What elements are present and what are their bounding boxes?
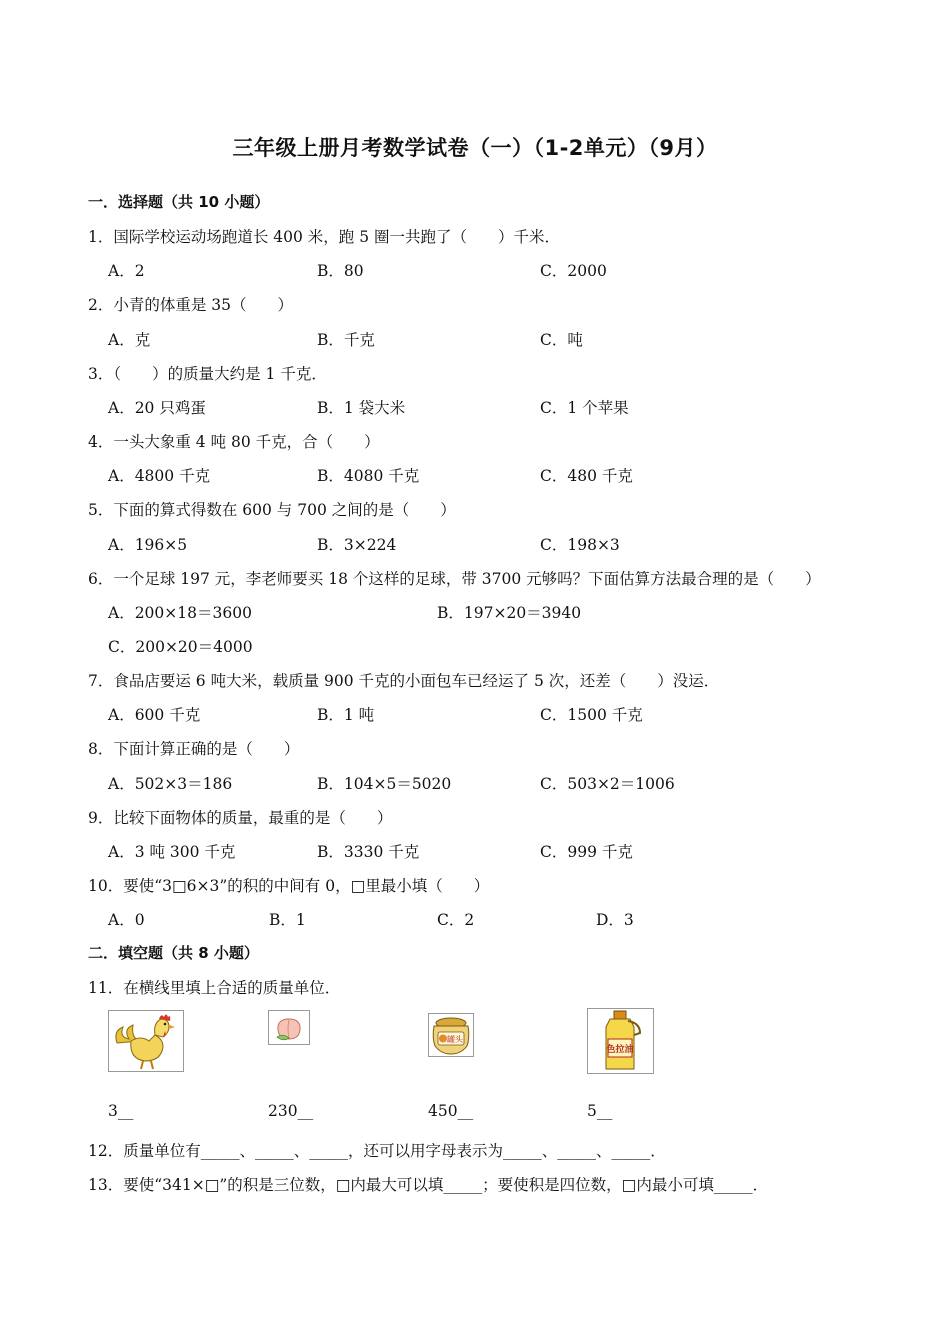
q8-option-b: B．104×5＝5020 [317, 775, 452, 793]
section-heading-fill: 二．填空题（共 8 小题） [88, 944, 259, 962]
q4-option-a: A．4800 千克 [108, 467, 211, 485]
question-11: 11．在横线里填上合适的质量单位． [88, 979, 341, 997]
q5-option-a: A．196×5 [108, 536, 188, 554]
question-13: 13．要使“341×□”的积是三位数，□内最大可以填_____；要使积是四位数，□内最小可填_____． [88, 1176, 769, 1194]
q3-option-c: C．1 个苹果 [540, 399, 629, 417]
q10-option-a: A．0 [108, 911, 145, 929]
question-7: 7．食品店要运 6 吨大米，载质量 900 千克的小面包车已经运了 5 次，还差（ ）没运． [88, 672, 720, 690]
page-title: 三年级上册月考数学试卷（一）（1-2单元）（9月） [232, 136, 718, 160]
q11-blank-jar: 450__ [428, 1102, 474, 1120]
q3-option-b: B．1 袋大米 [317, 399, 406, 417]
q3-option-a: A．20 只鸡蛋 [108, 399, 206, 417]
oil-bottle-picture [587, 1008, 654, 1074]
q10-option-c: C．2 [437, 911, 475, 929]
q2-option-b: B．千克 [317, 331, 375, 349]
q6-option-a: A．200×18＝3600 [108, 604, 252, 622]
question-8: 8．下面计算正确的是（ ） [88, 740, 300, 758]
q4-option-c: C．480 千克 [540, 467, 633, 485]
q10-option-d: D．3 [596, 911, 634, 929]
oil-bottle-label: 色拉油 [606, 1045, 634, 1055]
question-9: 9．比较下面物体的质量，最重的是（ ） [88, 809, 393, 827]
q1-option-a: A．2 [108, 262, 145, 280]
q10-option-b: B．1 [269, 911, 306, 929]
q8-option-a: A．502×3＝186 [108, 775, 233, 793]
section-heading-choice: 一．选择题（共 10 小题） [88, 193, 270, 211]
q7-option-a: A．600 千克 [108, 706, 201, 724]
q7-option-c: C．1500 千克 [540, 706, 643, 724]
q5-option-b: B．3×224 [317, 536, 397, 554]
q6-option-b: B．197×20＝3940 [437, 604, 582, 622]
q11-blank-peach: 230__ [268, 1102, 314, 1120]
question-6: 6．一个足球 197 元，李老师要买 18 个这样的足球，带 3700 元够吗？下面估算方法最合理的是（ ） [88, 570, 821, 588]
q2-option-a: A．克 [108, 331, 151, 349]
q7-option-b: B．1 吨 [317, 706, 375, 724]
peach-picture [268, 1010, 310, 1045]
q6-option-c: C．200×20＝4000 [108, 638, 253, 656]
q1-option-c: C．2000 [540, 262, 607, 280]
q8-option-c: C．503×2＝1006 [540, 775, 675, 793]
q9-option-a: A．3 吨 300 千克 [108, 843, 236, 861]
rooster-picture [108, 1010, 184, 1072]
q9-option-c: C．999 千克 [540, 843, 633, 861]
q4-option-b: B．4080 千克 [317, 467, 420, 485]
question-5: 5．下面的算式得数在 600 与 700 之间的是（ ） [88, 501, 456, 519]
q9-option-b: B．3330 千克 [317, 843, 420, 861]
question-2: 2．小青的体重是 35（ ） [88, 296, 294, 314]
question-10: 10．要使“3□6×3”的积的中间有 0，□里最小填（ ） [88, 877, 490, 895]
q2-option-c: C．吨 [540, 331, 583, 349]
question-4: 4．一头大象重 4 吨 80 千克，合（ ） [88, 433, 380, 451]
jar-label: 罐头 [447, 1035, 463, 1044]
q11-blank-rooster: 3__ [108, 1102, 134, 1120]
q11-blank-oil: 5__ [587, 1102, 613, 1120]
question-3: 3．（ ）的质量大约是 1 千克． [88, 365, 327, 383]
q1-option-b: B．80 [317, 262, 364, 280]
q5-option-c: C．198×3 [540, 536, 620, 554]
question-1: 1．国际学校运动场跑道长 400 米，跑 5 圈一共跑了（ ）千米． [88, 228, 561, 246]
jar-picture [428, 1013, 474, 1057]
question-12: 12．质量单位有_____、_____、_____，还可以用字母表示为_____、_____、_____． [88, 1142, 666, 1160]
